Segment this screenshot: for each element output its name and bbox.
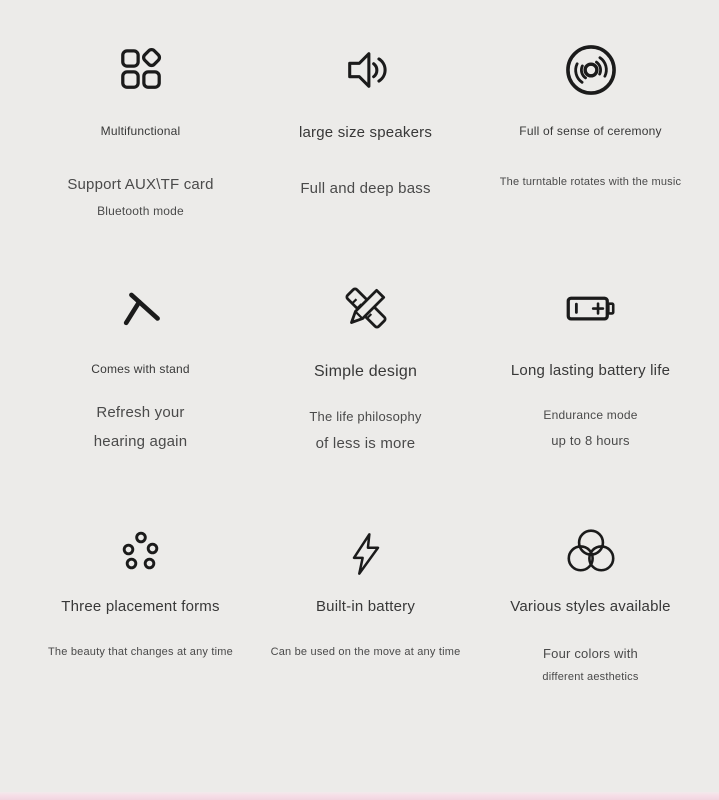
stand-icon [120,287,162,329]
feature-title: Simple design [313,363,418,380]
feature-line: Refresh your [96,404,185,421]
speaker-icon [343,47,389,93]
battery-icon [565,282,617,334]
lightning-bolt-icon [343,531,389,577]
feature-line: The beauty that changes at any time [48,645,233,658]
feature-line: up to 8 hours [551,432,630,448]
feature-cell-battery-life [478,270,703,515]
icon-box [564,40,618,100]
feature-line: of less is more [315,435,416,453]
feature-cell-multifunctional [28,40,253,270]
feature-line: The turntable rotates with the music [499,176,682,188]
icon-box [342,270,390,346]
icon-box [565,515,617,593]
feature-title: Built-in battery [315,598,416,615]
feature-line: Four colors with [543,645,638,661]
feature-line: The life philosophy [309,409,422,424]
feature-title: Comes with stand [91,362,190,376]
feature-line: Can be used on the move at any time [270,645,461,658]
feature-cell-builtin-battery [253,515,478,685]
feature-cell-styles [478,515,703,685]
feature-line: Bluetooth mode [97,203,184,218]
feature-title: large size speakers [298,124,433,141]
feature-cell-placement [28,515,253,685]
feature-title: Multifunctional [100,124,181,138]
feature-line: hearing again [93,432,188,450]
pencil-ruler-icon [342,284,390,332]
feature-title: Three placement forms [61,598,220,615]
feature-cell-stand [28,270,253,515]
icon-box [117,515,165,593]
feature-title: Full of sense of ceremony [519,124,662,138]
icon-box [120,270,162,346]
feature-cell-ceremony [478,40,703,270]
feature-line: Endurance mode [543,407,638,422]
app-grid-icon [118,47,164,93]
placement-dots-icon [117,530,165,578]
icon-box [343,515,389,593]
icon-box [343,40,389,100]
feature-title: Long lasting battery life [510,362,671,379]
feature-cell-speakers [253,40,478,270]
feature-line: Full and deep bass [300,179,431,197]
feature-line: Support AUX\TF card [67,176,214,193]
vinyl-record-icon [564,43,618,97]
feature-title: Various styles available [510,598,671,615]
bottom-accent-strip [0,792,719,800]
feature-cell-simple-design [253,270,478,515]
icon-box [565,270,617,346]
feature-line: different aesthetics [542,671,639,683]
icon-box [118,40,164,100]
overlapping-circles-icon [565,528,617,580]
